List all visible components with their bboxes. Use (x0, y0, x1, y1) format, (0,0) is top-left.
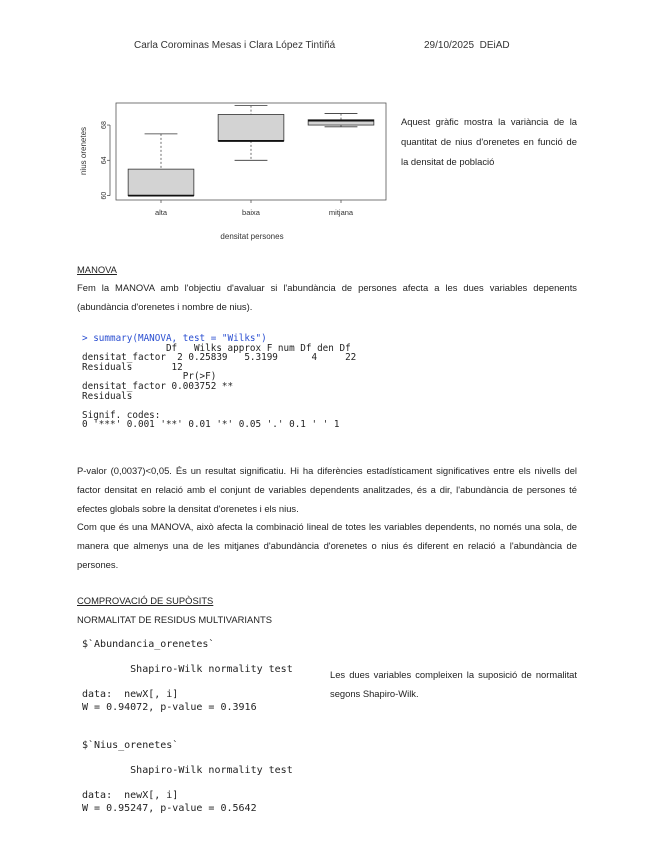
test-stat: W = 0.95247, p-value = 0.5642 (82, 802, 257, 814)
y-axis (101, 121, 110, 199)
x-tick-label: alta (154, 208, 168, 217)
normality-note: Les dues variables compleixen la suposició de normalitat segons Shapiro-Wilk. (330, 669, 577, 699)
code-line: Residuals (82, 390, 133, 402)
code-line: Pr(>F) (82, 371, 217, 383)
box-alta (128, 134, 194, 196)
test-data: data: newX[, i] (82, 689, 179, 700)
boxplot-chart (76, 98, 390, 244)
shapiro-output-1 (82, 639, 293, 714)
code-line: 0 '***' 0.001 '**' 0.01 '*' 0.05 '.' 0.1 ' ' 1 (82, 419, 340, 431)
manova-result: P-valor (0,0037)<0,05. És un resultat significatiu. Hi ha diferències estadísticament significatives entre els nivells del factor densitat en relació amb el conjunt de variables dependents analitzades, és a dir, l'abundància de persones té efectes globals sobre la densitat d'orenetes i els nius. (77, 465, 577, 514)
header-authors: Carla Corominas Mesas i Clara López Tintiñá (134, 40, 336, 51)
code-line: densitat_factor 2 0.25839 5.3199 4 22 (82, 352, 357, 364)
y-tick-label: 60 (101, 191, 108, 200)
r-manova-output (82, 334, 356, 430)
code-line: Df Wilks approx F num Df den Df (82, 342, 351, 354)
code-line: Signif. codes: (82, 409, 161, 421)
x-tick-label: baixa (242, 208, 260, 217)
box-iqr (218, 114, 284, 140)
box-mitjana (308, 114, 374, 127)
x-axis-label: densitat persones (220, 232, 284, 241)
manova-heading: MANOVA (77, 264, 117, 275)
box-iqr (128, 169, 194, 195)
box-baixa (218, 106, 284, 161)
test-data: data: newX[, i] (82, 790, 179, 801)
code-line: densitat_factor 0.003752 ** (82, 380, 234, 392)
test-name: Shapiro-Wilk normality test (82, 664, 293, 675)
x-axis (155, 200, 354, 217)
assumptions-heading: COMPROVACIÓ DE SUPÒSITS (77, 595, 214, 606)
y-tick-label: 68 (101, 121, 108, 129)
header-date (424, 40, 510, 51)
y-tick-label: 64 (101, 156, 108, 165)
code-cmd: > summary(MANOVA, test = "Wilks") (82, 333, 267, 344)
manova-result-2: Com que és una MANOVA, això afecta la combinació lineal de totes les variables dependents, no només una sola, de manera que almenys una de les mitjanes d'abundància d'orenetes o nius és diferent en relació a l'abundància de persones. (77, 521, 577, 570)
chart-caption: Aquest gràfic mostra la variància de la quantitat de nius d'orenetes en funció de la densitat de població (401, 116, 577, 167)
test-stat: W = 0.94072, p-value = 0.3916 (82, 701, 257, 713)
assumptions-subheading: NORMALITAT DE RESIDUS MULTIVARIANTS (77, 614, 272, 625)
manova-intro: Fem la MANOVA amb l'objectiu d'avaluar si l'abundància de persones afecta a les dues variables depenents (abundància d'orenetes i nombre de nius). (77, 282, 577, 312)
var-name: $`Nius_orenetes` (82, 740, 179, 751)
shapiro-output-2 (82, 740, 293, 815)
var-name: $`Abundancia_orenetes` (82, 639, 215, 650)
dept: DEiAD (479, 40, 510, 51)
y-axis-label: nius orenetes (79, 126, 88, 176)
x-tick-label: mitjana (328, 208, 354, 217)
date: 29/10/2025 (424, 40, 475, 51)
code-line: Residuals 12 (82, 361, 183, 373)
boxes (128, 106, 374, 196)
test-name: Shapiro-Wilk normality test (82, 765, 293, 776)
